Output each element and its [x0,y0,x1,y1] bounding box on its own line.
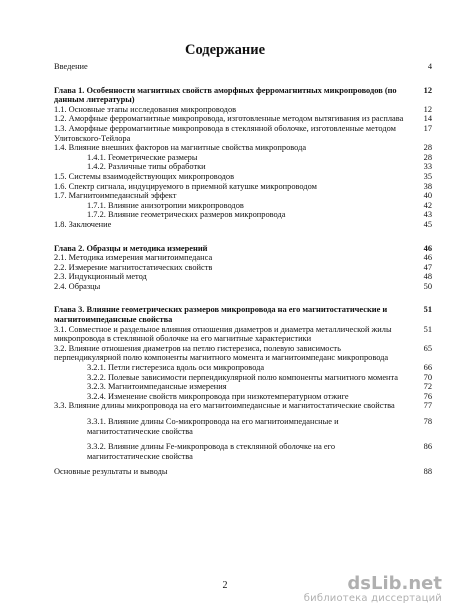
toc-entry [54,114,432,124]
toc-entry-title: 2.4. Образцы [54,281,101,291]
toc-entry [54,191,432,201]
toc-entry-page: 12 [423,85,432,95]
toc-entry-title: 1.4.1. Геометрические размеры [87,152,198,162]
toc-entry [54,467,432,477]
toc-entry-page: 65 [423,343,432,353]
toc-entry-page: 33 [423,162,432,172]
toc-entry [54,162,432,172]
toc-entry-page: 17 [423,123,432,133]
toc-entry-title: 3.3.2. Влияние длины Fe-микропровода в стеклянной оболочке на его магнитостатические свойства [87,442,336,461]
toc-entry-title: 3.3. Влияние длины микропровода на его магнитоимпедансные и магнитостатические свойства [54,401,395,411]
toc-entry [54,62,432,72]
toc-entry-page: 88 [423,467,432,477]
toc-entry [54,272,432,282]
toc-entry [54,282,432,292]
toc-entry-title: Глава 1. Особенности магнитных свойств аморфных ферромагнитных микропроводов (по данным литературы) [54,85,397,105]
toc-entry-page: 66 [423,363,432,373]
toc-entry-page: 86 [423,442,432,452]
watermark [304,575,442,605]
page-number: 2 [222,580,228,591]
toc-entry [54,344,432,363]
toc-entry-page: 14 [423,114,432,124]
toc-entry-title: 1.7.1. Влияние анизотропии микропроводов [87,200,244,210]
toc-entry-page: 51 [423,324,432,334]
toc-entry-page: 12 [423,104,432,114]
watermark-subtitle: библиотека диссертаций [303,593,442,604]
toc-chapter-entry [54,305,432,324]
toc-entry-title: 3.2.3. Магнитоимпедансные измерения [87,382,227,392]
toc-spacer [54,230,432,244]
toc-entry-title: Основные результаты и выводы [54,467,168,477]
toc-entry [54,363,432,373]
toc-entry-page: 48 [423,272,432,282]
toc-entry-title: 1.2. Аморфные ферромагнитные микропровода, изготовленные методом вытягивания из расплава [54,114,404,124]
toc-entry-page: 46 [423,253,432,263]
page-title: Содержание [184,42,266,58]
toc-entry [54,210,432,220]
toc-entry-page: 70 [423,372,432,382]
toc-entry-title: 3.1. Совместное и раздельное влияния отношения диаметров и диаметра металлической жилы микропровода в стеклянной оболочке на его магнитные характеристики [54,324,392,344]
toc-spacer [54,291,432,305]
toc-entry-title: 1.3. Аморфные ферромагнитные микропровода в стеклянной оболочке, изготовленные методом Улитовского-Тейлора [54,123,396,143]
toc-entry [54,263,432,273]
toc-entry [54,392,432,402]
toc-entry-page: 43 [423,210,432,220]
toc-entry-page: 28 [423,143,432,153]
toc-entry-title: 1.4.2. Различные типы обработки [87,162,206,172]
toc-entry [54,442,432,461]
toc-entry [54,172,432,182]
toc-entry-title: 2.2. Измерение магнитостатических свойств [54,262,213,272]
toc-entry [54,417,432,436]
toc-entry-page: 28 [423,152,432,162]
toc-entry-title: 1.6. Спектр сигнала, индуцируемого в приемной катушке микропроводом [54,181,317,191]
toc-entry-title: 3.3.1. Влияние длины Co-микропровода на его магнитоимпедансные и магнитостатические свойства [87,417,339,436]
toc-entry-page: 4 [427,62,432,71]
toc-entry-title: Глава 2. Образцы и методика измерений [54,243,208,253]
toc-entry-page: 47 [423,262,432,272]
toc-entry-page: 40 [423,191,432,201]
toc-entry [54,401,432,411]
toc-entry-title: 1.7. Магнитоимпедансный эффект [54,191,177,201]
toc-spacer [54,72,432,86]
toc-entry-page: 78 [423,417,432,426]
toc-entry-page: 35 [423,171,432,181]
toc-entry-page: 45 [423,219,432,229]
toc-entry-title: 2.1. Методика измерения магнитоимпеданса [54,253,213,263]
toc-entry-page: 77 [423,401,432,411]
toc-entry-title: 1.7.2. Влияние геометрических размеров микропровода [87,210,286,220]
toc-entry-page: 50 [423,281,432,291]
toc-entry-title: 3.2.4. Изменение свойств микропровода при низкотемпературном отжиге [87,391,349,401]
toc-entry-title: 1.8. Заключение [54,219,112,229]
toc-entry [54,143,432,153]
toc-entry-title: 3.2.2. Полевые зависимости перпендикулярной полю компоненты магнитного момента [87,372,398,382]
toc-entry-page: 42 [423,200,432,210]
toc-entry [54,182,432,192]
toc-entry-page: 38 [423,181,432,191]
watermark-logo: dsLib.net [347,573,442,594]
toc-entry-page: 51 [423,305,432,315]
toc-entry-title: 3.2.1. Петли гистерезиса вдоль оси микропровода [87,363,265,373]
toc-entry-title: 1.1. Основные этапы исследования микропроводов [54,104,237,114]
toc-entry-title: 2.3. Индукционный метод [54,272,147,282]
toc-entry-title: 1.4. Влияние внешних факторов на магнитные свойства микропровода [54,143,307,153]
toc-entry [54,325,432,344]
toc-entry-page: 46 [423,243,432,253]
toc-chapter-entry [54,244,432,254]
toc-entry [54,201,432,211]
toc-entry-page: 76 [423,391,432,401]
toc-entry-page: 72 [423,382,432,392]
toc-entry [54,373,432,383]
toc-entry-title: Глава 3. Влияние геометрических размеров микропровода на его магнитостатические и магнитоимпедансные свойства [54,305,388,325]
toc-entry [54,105,432,115]
toc-entry [54,153,432,163]
toc-entry [54,382,432,392]
toc-entry-title: 3.2. Влияние отношения диаметров на петлю гистерезиса, полевую зависимость перпендикулярной полю компоненты магнитного момента и магнитоимпеданс микропровода [54,343,389,363]
toc-entry-title: Введение [54,62,88,71]
toc-entry-title: 1.5. Системы взаимодействующих микропроводов [54,171,235,181]
toc-entry [54,124,432,143]
toc-chapter-entry [54,86,432,105]
toc-entry [54,253,432,263]
table-of-contents [54,62,432,477]
toc-entry [54,220,432,230]
